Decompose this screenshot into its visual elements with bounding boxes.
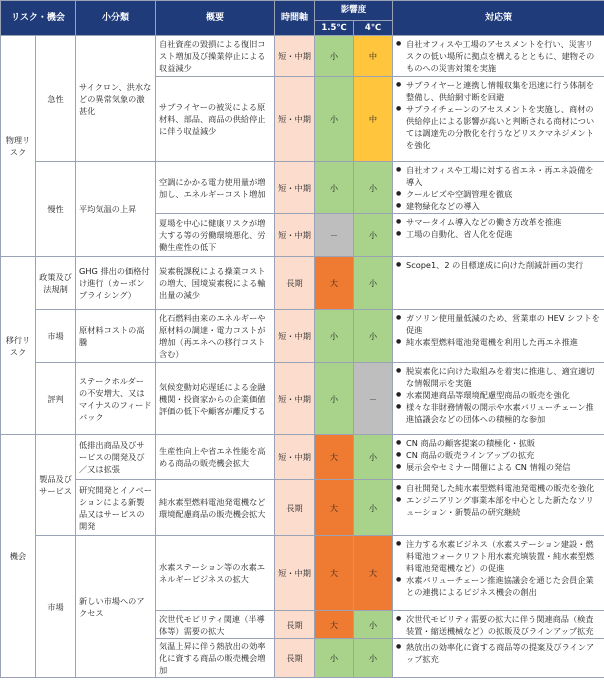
- impact-4-cell: 大: [354, 536, 393, 611]
- table-row: [1, 310, 604, 363]
- impact-4-cell: 小: [354, 257, 393, 310]
- table-row: [1, 162, 604, 214]
- overview-cell: 気候変動対応遅延による金融機関・投資家からの企業価値評価の低下や顧客が離反する: [156, 363, 275, 435]
- subcategory-market: 市場: [36, 310, 76, 363]
- overview-cell: 自社資産の毀損による復旧コスト増加及び操業停止による収益減少: [156, 36, 275, 77]
- response-item: ● 自社開発した純水素型燃料電池発電機の販売を強化: [395, 482, 601, 494]
- overview-cell: 生産性向上や省エネ性能を高める商品の販売機会拡大: [156, 435, 275, 480]
- impact-4-cell: 小: [354, 214, 393, 257]
- response-item: ● 注力する水素ビジネス（水素ステーション建設・燃料電池フォークリフト用水素充填装置・純水素型燃料電池発電機など）の促進: [395, 538, 601, 574]
- impact-4-cell: 中: [354, 77, 393, 162]
- timeframe-cell: 短・中期: [275, 36, 315, 77]
- response-item: ● 様々な非財務情報の開示や水素バリューチェーン推進協議会などの団体への積極的な参加: [395, 401, 601, 425]
- header-overview: 概要: [156, 1, 275, 36]
- header-subcategory: 小分類: [76, 1, 156, 36]
- small-category: ステークホルダーの不安増大、又はマイナスのフィードバック: [76, 363, 156, 435]
- subcategory-market2: 市場: [36, 536, 76, 678]
- small-category: 低排出商品及びサービスの開発及び／又は拡張: [76, 435, 156, 480]
- header-timeframe: 時間軸: [275, 1, 315, 36]
- response-item: ● CN 商品の顧客提案の積極化・拡販: [395, 437, 601, 449]
- response-cell: [393, 536, 604, 611]
- response-cell: [393, 77, 604, 162]
- timeframe-cell: 短・中期: [275, 435, 315, 480]
- small-category: 新しい市場へのアクセス: [76, 536, 156, 678]
- response-item: ● サプライヤーと連携し情報収集を迅速に行う体制を整備し、供給網寸断を回避: [395, 79, 601, 103]
- header-response: 対応策: [393, 1, 604, 36]
- subcategory-chronic: 慢性: [36, 162, 76, 257]
- header-row: [1, 1, 604, 21]
- table-row: [1, 480, 604, 536]
- response-item: ● 展示会やセミナー開催による CN 情報の発信: [395, 461, 601, 473]
- impact-4-cell: 小: [354, 639, 393, 678]
- response-cell: [393, 257, 604, 310]
- impact-1-5-cell: 大: [315, 536, 354, 611]
- response-cell: [393, 435, 604, 480]
- table-row: [1, 536, 604, 611]
- impact-4-cell: 小: [354, 162, 393, 214]
- response-item: ● 純水素型燃料電池発電機を利用した再エネ推進: [395, 336, 601, 348]
- overview-cell: 夏場を中心に健康リスクが増大する等の労働環境悪化、労働生産性の低下: [156, 214, 275, 257]
- overview-cell: 水素ステーション等の水素エネルギービジネスの拡大: [156, 536, 275, 611]
- impact-1-5-cell: 小: [315, 162, 354, 214]
- small-category: 原材料コストの高騰: [76, 310, 156, 363]
- response-cell: [393, 363, 604, 435]
- overview-cell: 純水素型燃料電池発電機など環境配慮商品の販売機会拡大: [156, 480, 275, 536]
- response-item: ● Scope1、2 の目標達成に向けた削減計画の実行: [395, 259, 601, 271]
- timeframe-cell: 短・中期: [275, 77, 315, 162]
- small-category: サイクロン、洪水などの異常気象の激甚化: [76, 36, 156, 162]
- response-cell: [393, 639, 604, 678]
- overview-cell: サプライヤーの被災による原材料、部品、商品の供給停止に伴う収益減少: [156, 77, 275, 162]
- response-cell: [393, 36, 604, 77]
- response-item: ● 自社オフィスや工場に対する省エネ・再エネ設備を導入: [395, 164, 601, 188]
- timeframe-cell: 長期: [275, 480, 315, 536]
- timeframe-cell: 短・中期: [275, 214, 315, 257]
- impact-1-5-cell: 大: [315, 611, 354, 639]
- impact-1-5-cell: 大: [315, 435, 354, 480]
- response-item: ● 建物緑化などの導入: [395, 200, 601, 212]
- response-item: ● 水素バリューチェーン推進協議会を通じた会員企業との連携によるビジネス機会の創出: [395, 574, 601, 598]
- overview-cell: 気温上昇に伴う熱放出の効率化に資する商品の販売機会増加: [156, 639, 275, 678]
- impact-4-cell: 小: [354, 480, 393, 536]
- response-item: ● CN 商品の販売ラインアップの拡充: [395, 449, 601, 461]
- overview-cell: 化石燃料由来のエネルギーや原材料の調達・電力コストが増加（再エネへの移行コスト含む）: [156, 310, 275, 363]
- response-cell: [393, 162, 604, 214]
- table-row: [1, 435, 604, 480]
- table-row: [1, 363, 604, 435]
- timeframe-cell: 長期: [275, 611, 315, 639]
- timeframe-cell: 短・中期: [275, 310, 315, 363]
- response-item: ● 次世代モビリティ需要の拡大に伴う関連商品（検査装置・縮送機械など）の拡販及びラインアップ拡充: [395, 613, 601, 637]
- overview-cell: 空調にかかる電力使用量が増加し、エネルギーコスト増加: [156, 162, 275, 214]
- impact-4-cell: －: [354, 363, 393, 435]
- timeframe-cell: 長期: [275, 639, 315, 678]
- response-item: ● サマータイム導入などの働き方改革を推進: [395, 216, 601, 228]
- response-item: ● 熱放出の効率化に資する商品等の提案及びラインアップ拡充: [395, 641, 601, 665]
- category-opportunity: 機会: [1, 435, 36, 678]
- response-cell: [393, 480, 604, 536]
- subcategory-policy: 政策及び法規制: [36, 257, 76, 310]
- response-cell: [393, 611, 604, 639]
- response-item: ● 工場の自動化、省人化を促進: [395, 228, 601, 240]
- table-row: [1, 36, 604, 77]
- response-item: ● ガソリン使用量低減のため、営業車の HEV シフトを促進: [395, 312, 601, 336]
- overview-cell: 次世代モビリティ関連（半導体等）需要の拡大: [156, 611, 275, 639]
- timeframe-cell: 長期: [275, 257, 315, 310]
- table-row: [1, 257, 604, 310]
- impact-1-5-cell: 小: [315, 639, 354, 678]
- response-item: ● 脱炭素化に向けた取組みを着実に推進し、適宜適切な情報開示を実施: [395, 365, 601, 389]
- response-item: ● サプライチェーンのアセスメントを実施し、商材の供給停止による影響が高いと判断される商材については調達先の分散化を行うなどリスクマネジメントを強化: [395, 103, 601, 151]
- impact-1-5-cell: 小: [315, 77, 354, 162]
- response-item: ● 水素関連商品等環境配慮型商品の販売を強化: [395, 389, 601, 401]
- timeframe-cell: 短・中期: [275, 363, 315, 435]
- response-item: ● クールビズや空調管理を徹底: [395, 188, 601, 200]
- small-category: GHG 排出の価格付け進行（カーボンプライシング）: [76, 257, 156, 310]
- timeframe-cell: 短・中期: [275, 162, 315, 214]
- impact-4-cell: 小: [354, 435, 393, 480]
- category-physical-risk: 物理リスク: [1, 36, 36, 257]
- response-cell: [393, 310, 604, 363]
- impact-1-5-cell: 小: [315, 363, 354, 435]
- header-risk-opportunity: リスク・機会: [1, 1, 76, 36]
- impact-1-5-cell: －: [315, 214, 354, 257]
- header-impact: 影響度: [315, 1, 393, 21]
- header-impact-4: 4℃: [354, 21, 393, 36]
- timeframe-cell: 短・中期: [275, 536, 315, 611]
- subcategory-acute: 急性: [36, 36, 76, 162]
- response-item: ● 自社オフィスや工場のアセスメントを行い、災害リスクの低い場所に拠点を構えるとともに、建物そのものへの災害対策を実施: [395, 38, 601, 74]
- impact-4-cell: 小: [354, 310, 393, 363]
- small-category: 研究開発とイノベーションによる新製品又はサービスの開発: [76, 480, 156, 536]
- subcategory-products: 製品及びサービス: [36, 435, 76, 536]
- impact-4-cell: 小: [354, 611, 393, 639]
- impact-1-5-cell: 大: [315, 257, 354, 310]
- impact-1-5-cell: 小: [315, 310, 354, 363]
- category-transition-risk: 移行リスク: [1, 257, 36, 435]
- small-category: 平均気温の上昇: [76, 162, 156, 257]
- response-item: ● エンジニアリング事業本部を中心とした新たなソリューション・新製品の研究継続: [395, 494, 601, 518]
- impact-1-5-cell: 大: [315, 480, 354, 536]
- impact-1-5-cell: 小: [315, 36, 354, 77]
- impact-4-cell: 中: [354, 36, 393, 77]
- response-cell: [393, 214, 604, 257]
- subcategory-reputation: 評判: [36, 363, 76, 435]
- overview-cell: 炭素税課税による操業コストの増大、国境炭素税による輸出量の減少: [156, 257, 275, 310]
- header-impact-1-5: 1.5℃: [315, 21, 354, 36]
